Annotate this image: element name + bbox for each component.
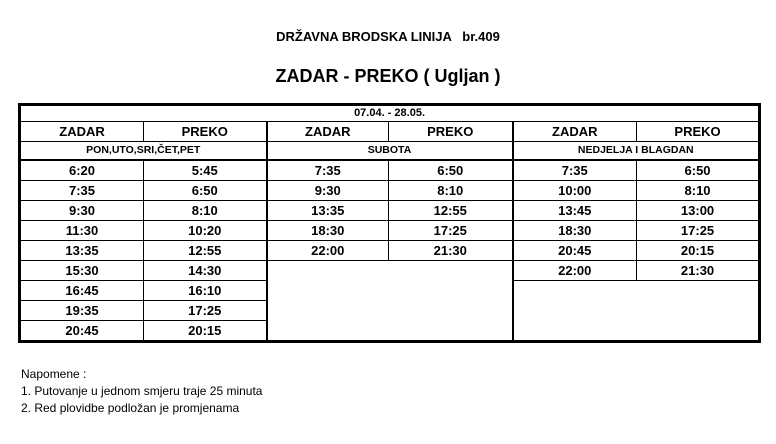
note-item: 1. Putovanje u jednom smjeru traje 25 minuta xyxy=(21,384,263,398)
column-header-preko: PREKO xyxy=(637,122,760,142)
departure-preko: 8:10 xyxy=(144,201,267,221)
timetable xyxy=(18,103,761,343)
column-header-zadar: ZADAR xyxy=(513,122,637,142)
timetable-body xyxy=(20,160,760,342)
departure-zadar: 9:30 xyxy=(20,201,144,221)
column-header-zadar: ZADAR xyxy=(267,122,389,142)
departure-preko: 12:55 xyxy=(144,241,267,261)
departure-zadar: 9:30 xyxy=(267,181,389,201)
column-header-preko: PREKO xyxy=(389,122,513,142)
departure-preko: 16:10 xyxy=(144,281,267,301)
notes xyxy=(21,366,262,417)
departure-preko: 21:30 xyxy=(637,261,760,281)
departure-preko: 5:45 xyxy=(144,160,267,181)
empty-cell xyxy=(513,281,760,342)
departure-zadar: 7:35 xyxy=(20,181,144,201)
column-header-zadar: ZADAR xyxy=(20,122,144,142)
departure-zadar: 16:45 xyxy=(20,281,144,301)
departure-zadar: 11:30 xyxy=(20,221,144,241)
departure-zadar: 13:45 xyxy=(513,201,637,221)
departure-zadar: 19:35 xyxy=(20,301,144,321)
table-row xyxy=(20,181,760,201)
line-title: DRŽAVNA BRODSKA LINIJA br.409 xyxy=(276,29,500,44)
table-row xyxy=(20,241,760,261)
departure-zadar: 7:35 xyxy=(267,160,389,181)
departure-preko: 8:10 xyxy=(637,181,760,201)
days-saturday: SUBOTA xyxy=(267,142,513,161)
departure-zadar: 6:20 xyxy=(20,160,144,181)
departure-preko: 14:30 xyxy=(144,261,267,281)
departure-zadar: 18:30 xyxy=(267,221,389,241)
table-row xyxy=(20,261,760,281)
departure-preko: 6:50 xyxy=(144,181,267,201)
table-row xyxy=(20,221,760,241)
departure-preko: 21:30 xyxy=(389,241,513,261)
departure-zadar: 20:45 xyxy=(20,321,144,342)
table-row xyxy=(20,201,760,221)
departure-preko: 17:25 xyxy=(637,221,760,241)
column-header-preko: PREKO xyxy=(144,122,267,142)
departure-preko: 12:55 xyxy=(389,201,513,221)
note-item: 2. Red plovidbe podložan je promjenama xyxy=(21,401,240,415)
departure-preko: 6:50 xyxy=(637,160,760,181)
departure-preko: 20:15 xyxy=(144,321,267,342)
departure-zadar: 13:35 xyxy=(20,241,144,261)
departure-preko: 20:15 xyxy=(637,241,760,261)
departure-zadar: 20:45 xyxy=(513,241,637,261)
departure-zadar: 22:00 xyxy=(267,241,389,261)
days-sunday-holiday: NEDJELJA I BLAGDAN xyxy=(513,142,760,161)
departure-zadar: 7:35 xyxy=(513,160,637,181)
departure-zadar: 22:00 xyxy=(513,261,637,281)
departure-zadar: 10:00 xyxy=(513,181,637,201)
departure-zadar: 13:35 xyxy=(267,201,389,221)
period-range: 07.04. - 28.05. xyxy=(20,105,760,122)
departure-preko: 13:00 xyxy=(637,201,760,221)
departure-preko: 17:25 xyxy=(389,221,513,241)
notes-heading: Napomene : xyxy=(21,367,87,381)
departure-zadar: 15:30 xyxy=(20,261,144,281)
days-weekday: PON,UTO,SRI,ČET,PET xyxy=(20,142,267,161)
empty-cell xyxy=(267,261,513,342)
departure-preko: 8:10 xyxy=(389,181,513,201)
table-row xyxy=(20,160,760,181)
departure-preko: 6:50 xyxy=(389,160,513,181)
departure-preko: 17:25 xyxy=(144,301,267,321)
route-title: ZADAR - PREKO ( Ugljan ) xyxy=(275,66,501,86)
departure-preko: 10:20 xyxy=(144,221,267,241)
departure-zadar: 18:30 xyxy=(513,221,637,241)
